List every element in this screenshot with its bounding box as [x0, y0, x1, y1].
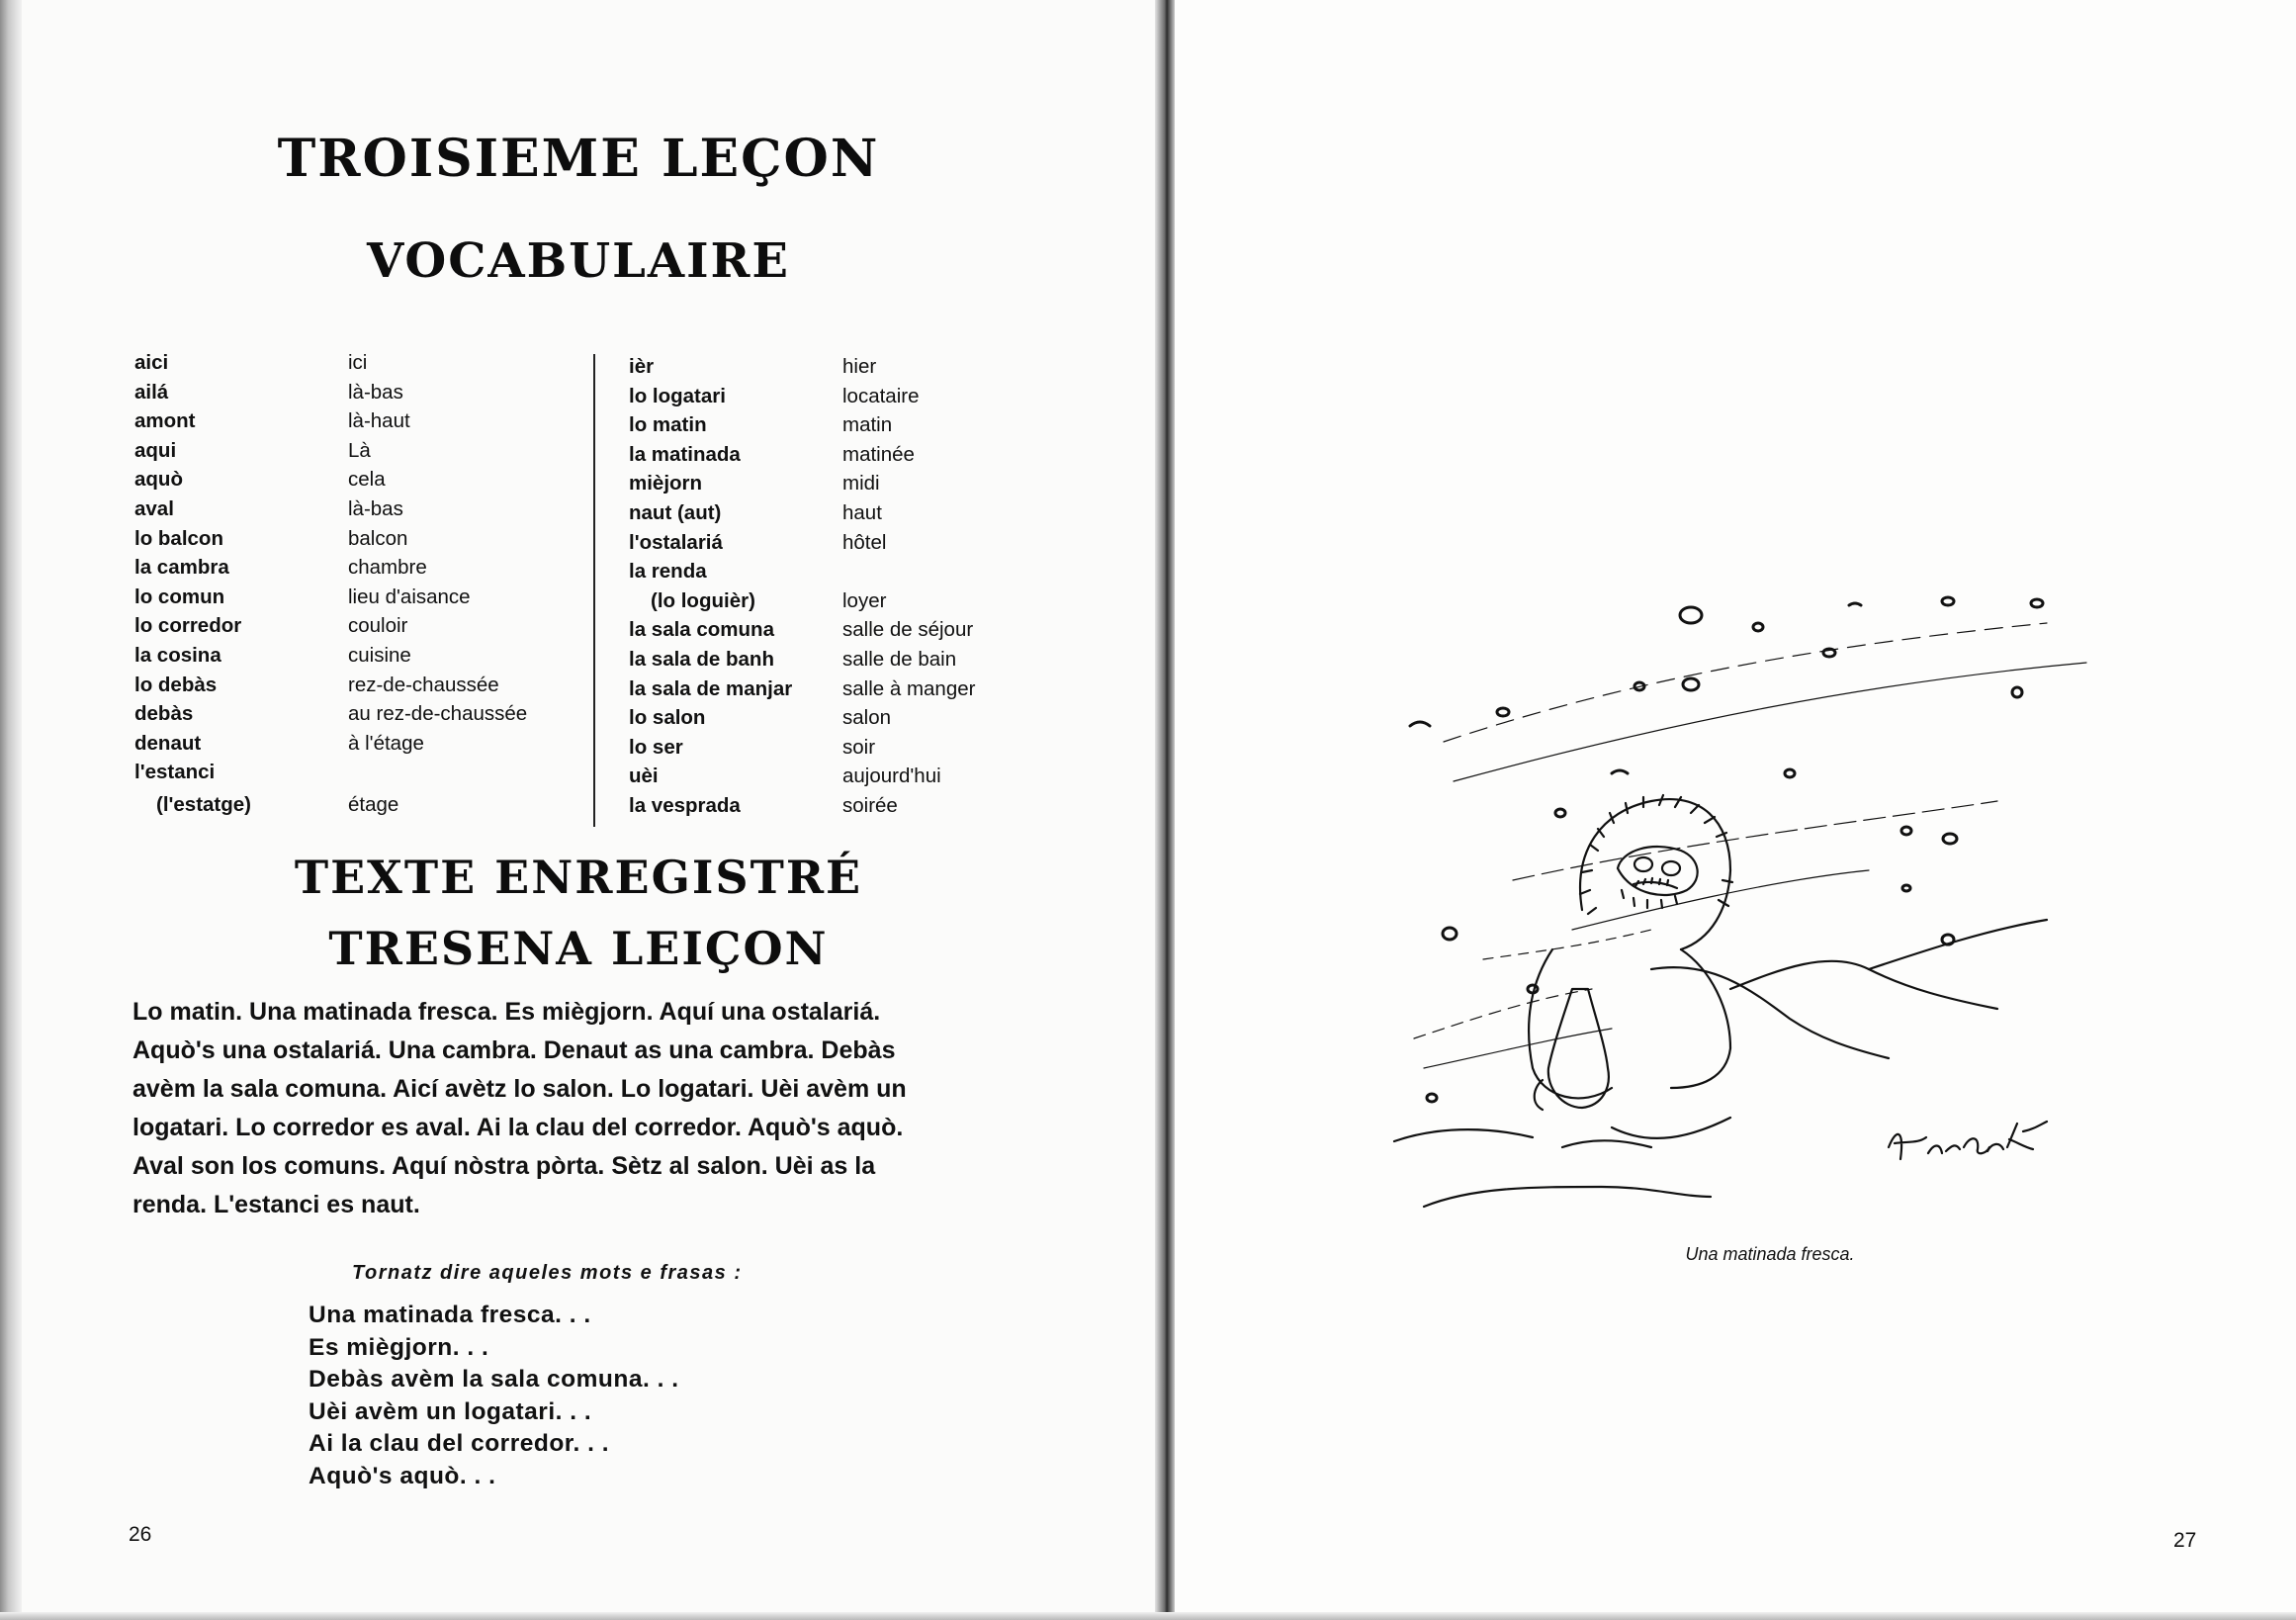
vocab-row — [134, 378, 527, 407]
paragraph-line: avèm la sala comuna. Aicí avètz lo salon. Lo logatari. Uèi avèm un — [132, 1075, 907, 1103]
vocab-gloss: aujourd'hui — [842, 765, 941, 788]
vocab-row — [134, 611, 527, 641]
vocab-gloss: locataire — [842, 384, 920, 407]
vocab-term: la matinada — [629, 442, 741, 466]
phrase-item: Uèi avèm un logatari. . . — [309, 1397, 592, 1425]
vocab-term: l'estanci — [134, 761, 216, 784]
phrase-item: Una matinada fresca. . . — [309, 1302, 591, 1328]
page-number-left: 26 — [129, 1523, 152, 1546]
vocab-row — [629, 645, 975, 675]
vocab-gloss: rez-de-chaussée — [348, 673, 499, 696]
vocab-column-divider — [593, 354, 595, 827]
vocab-gloss: balcon — [348, 526, 408, 550]
vocab-gloss: à l'étage — [348, 731, 424, 755]
vocab-term: mièjorn — [629, 472, 703, 495]
vocab-row — [134, 348, 527, 378]
vocab-gloss: chambre — [348, 556, 427, 580]
vocab-term: lo ser — [629, 735, 683, 759]
lesson-heading: TROISIEME LEÇON — [277, 129, 880, 189]
vocab-row — [134, 671, 527, 700]
vocab-row — [134, 758, 527, 787]
vocab-gloss: midi — [842, 472, 880, 495]
vocab-row — [629, 382, 975, 411]
vocab-term: lo salon — [629, 706, 706, 730]
vocab-term: lo corredor — [134, 614, 242, 638]
vocab-row — [134, 436, 527, 466]
vocab-gloss: matin — [842, 413, 893, 437]
lesson-paragraph — [132, 993, 1048, 1224]
vocab-row — [629, 791, 975, 821]
vocab-row — [134, 699, 527, 729]
vocab-row — [134, 729, 527, 759]
vocab-row — [134, 524, 527, 554]
vocab-row — [629, 733, 975, 763]
phrase-item: Es miègjorn. . . — [309, 1333, 489, 1361]
vocab-row — [629, 528, 975, 558]
vocab-row — [629, 586, 975, 616]
phrase-item: Aquò's aquò. . . — [309, 1462, 496, 1489]
vocab-term: naut (aut) — [629, 500, 722, 524]
vocab-term: (lo loguièr) — [651, 588, 755, 612]
vocab-term: la sala de banh — [629, 647, 774, 671]
vocab-term: la sala comuna — [629, 618, 774, 642]
vocab-row — [629, 675, 975, 704]
vocab-row — [629, 410, 975, 440]
vocab-term: (l'estatge) — [156, 792, 252, 816]
vocab-gloss: là-haut — [348, 409, 410, 433]
vocab-term: aici — [134, 351, 169, 374]
vocab-term: aval — [134, 496, 174, 520]
vocab-gloss: cuisine — [348, 643, 411, 667]
phrase-item: Debàs avèm la sala comuna. . . — [309, 1366, 679, 1393]
vocab-list-left — [134, 348, 527, 820]
vocab-row — [629, 615, 975, 645]
paragraph-line: logatari. Lo corredor es aval. Ai la clau del corredor. Aquò's aquò. — [132, 1114, 904, 1141]
vocab-gloss: étage — [348, 792, 399, 816]
vocab-gloss: couloir — [348, 614, 408, 638]
vocab-row — [134, 465, 527, 495]
vocab-term: lo comun — [134, 585, 225, 608]
vocab-term: lo debàs — [134, 673, 218, 696]
vocab-term: lo balcon — [134, 526, 223, 550]
vocab-term: aqui — [134, 438, 177, 462]
vocab-gloss: salon — [842, 706, 892, 730]
vocab-term: lo logatari — [629, 384, 726, 407]
vocab-row — [629, 557, 975, 586]
vocab-row — [629, 352, 975, 382]
vocab-row — [134, 641, 527, 671]
vocab-term: ièr — [629, 355, 655, 378]
vocab-gloss: loyer — [842, 588, 887, 612]
vocab-gloss: soirée — [842, 793, 898, 817]
vocab-gloss: haut — [842, 500, 882, 524]
vocab-term: la cambra — [134, 556, 229, 580]
vocabulary-heading: VOCABULAIRE — [366, 233, 790, 289]
recorded-text-heading: TEXTE ENREGISTRÉ — [294, 851, 863, 904]
vocab-gloss: salle de séjour — [842, 618, 974, 642]
paragraph-line: Aquò's una ostalariá. Una cambra. Denaut as una cambra. Debàs — [132, 1036, 896, 1064]
book-gutter — [1155, 0, 1177, 1620]
vocab-term: la sala de manjar — [629, 676, 793, 700]
vocab-row — [629, 762, 975, 791]
vocab-row — [629, 469, 975, 498]
vocab-term: denaut — [134, 731, 202, 755]
vocab-gloss: ici — [348, 351, 368, 374]
vocab-gloss: lieu d'aisance — [348, 585, 471, 608]
page-bottom-edge — [0, 1612, 2296, 1620]
vocab-row — [134, 553, 527, 583]
vocab-term: la cosina — [134, 643, 221, 667]
vocab-gloss: salle de bain — [842, 647, 957, 671]
vocab-gloss: salle à manger — [842, 676, 976, 700]
vocab-gloss: hôtel — [842, 530, 887, 554]
repeat-phrases — [309, 1300, 679, 1492]
vocab-term: debàs — [134, 702, 194, 726]
vocab-term: l'ostalariá — [629, 530, 723, 554]
vocab-term: uèi — [629, 765, 659, 788]
vocab-term: amont — [134, 409, 196, 433]
vocab-list-right — [629, 352, 975, 821]
vocab-row — [134, 406, 527, 436]
vocab-row — [629, 498, 975, 528]
vocab-row — [134, 495, 527, 524]
vocab-gloss: Là — [348, 438, 371, 462]
vocab-gloss: cela — [348, 468, 386, 492]
page-number-right: 27 — [2173, 1529, 2197, 1552]
third-lesson-heading: TRESENA LEIÇON — [328, 922, 829, 975]
vocab-row — [134, 790, 527, 820]
vocab-gloss: hier — [842, 355, 877, 378]
phrase-item: Ai la clau del corredor. . . — [309, 1430, 610, 1457]
exercise-instruction: Tornatz dire aqueles mots e frasas : — [352, 1262, 743, 1284]
vocab-gloss: soir — [842, 735, 876, 759]
vocab-term: la renda — [629, 560, 707, 584]
snowy-yeti-drawing-icon — [1355, 554, 2175, 1226]
illustration-caption: Una matinada fresca. — [1685, 1244, 1855, 1264]
vocab-term: aquò — [134, 468, 183, 492]
vocab-gloss: matinée — [842, 442, 915, 466]
vocab-term: lo matin — [629, 413, 707, 437]
paragraph-line: Aval son los comuns. Aquí nòstra pòrta. Sètz al salon. Uèi as la — [132, 1152, 876, 1180]
paragraph-line: Lo matin. Una matinada fresca. Es miègjorn. Aquí una ostalariá. — [132, 998, 881, 1026]
vocab-gloss: au rez-de-chaussée — [348, 702, 528, 726]
vocab-row — [629, 440, 975, 470]
vocab-gloss: là-bas — [348, 380, 403, 404]
vocab-term: ailá — [134, 380, 169, 404]
vocab-row — [629, 703, 975, 733]
vocab-term: la vesprada — [629, 793, 741, 817]
vocab-row — [134, 583, 527, 612]
vocab-gloss: là-bas — [348, 496, 403, 520]
paragraph-line: renda. L'estanci es naut. — [132, 1191, 420, 1218]
